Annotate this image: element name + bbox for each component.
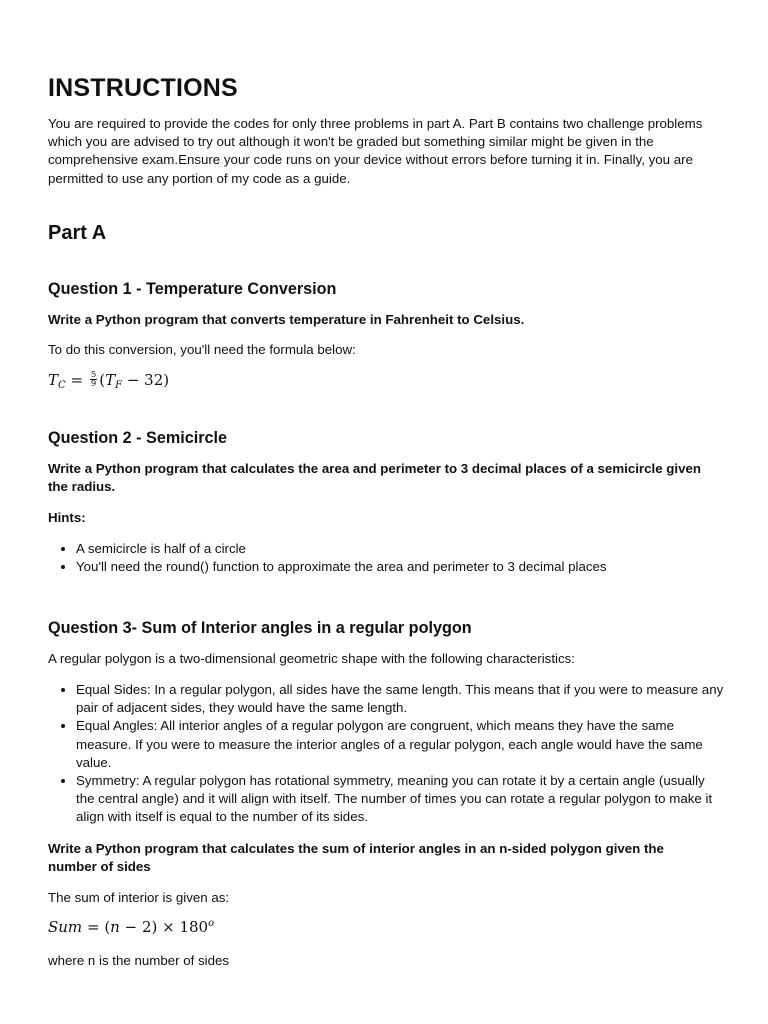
question-1-title: Question 1 - Temperature Conversion [48, 280, 337, 298]
question-1-task: Write a Python program that converts temperature in Fahrenheit to Celsius. [48, 312, 525, 327]
formula-sum: Sum [48, 918, 83, 936]
formula-equals: = [70, 371, 84, 389]
list-item: • Equal Angles: All interior angles of a regular polygon are congruent, which means they have the same measure. If you were to measure the interior angles of a regular polygon, each angle would have the same value. [76, 717, 726, 772]
hints-label: Hints: [48, 510, 86, 525]
formula-open-paren: ( [99, 371, 106, 389]
question-3-formula-intro: The sum of interior is given as: [48, 890, 230, 905]
question-3-note: where n is the number of sides [48, 953, 230, 968]
question-3-intro: A regular polygon is a two-dimensional geometric shape with the following characteristics: [48, 651, 575, 666]
question-2-task: Write a Python program that calculates the area and perimeter to 3 decimal places of a semicircle given the radius. [48, 461, 702, 495]
question-3-title: Question 3- Sum of Interior angles in a regular polygon [48, 619, 472, 637]
fraction-denominator: 9 [90, 378, 97, 389]
question-2-title: Question 2 - Semicircle [48, 429, 228, 447]
list-item: • Equal Sides: In a regular polygon, all sides have the same length. This means that if you were to measure any pair of adjacent sides, they would have the same length. [76, 681, 726, 717]
list-item: • A semicircle is half of a circle [76, 540, 726, 558]
formula-rhs-var: T [105, 371, 116, 389]
question-3-task: Write a Python program that calculates the sum of interior angles in an n-sided polygon given the number of sides [48, 841, 664, 875]
hints-list [48, 540, 726, 576]
characteristics-list [48, 681, 726, 827]
part-a-title: Part A [48, 222, 107, 244]
formula-fraction [90, 371, 97, 388]
formula-equals: = [86, 918, 100, 936]
formula-lhs: T [48, 371, 59, 389]
instructions-title: INSTRUCTIONS [48, 74, 238, 102]
interior-angles-formula [48, 918, 214, 936]
formula-lhs-sub: C [58, 380, 66, 391]
formula-rhs-sub: F [115, 380, 123, 391]
degree-symbol: o [208, 918, 215, 929]
instructions-body: You are required to provide the codes for only three problems in part A. Part B contains two challenge problems which you are advised to try out although it won't be graded but something similar might be given in the comprehensive exam.Ensure your code runs on your device without errors before turning it in. Finally, you are permitted to use any portion of my code as a guide. [48, 116, 703, 186]
formula-open-paren: ( [104, 918, 111, 936]
list-item: • Symmetry: A regular polygon has rotational symmetry, meaning you can rotate it by a certain angle (usually the central angle) and it will align with itself. The number of times you can rotate a regular polygon to make it align with itself is equal to the number of its sides. [76, 772, 726, 827]
fraction-numerator: 5 [90, 369, 97, 380]
formula-n: n [110, 918, 120, 936]
formula-rhs-rest: − 32) [126, 371, 170, 389]
question-1-intro: To do this conversion, you'll need the formula below: [48, 342, 356, 357]
temperature-formula [48, 371, 169, 391]
formula-rest: − 2) × 180 [124, 918, 209, 936]
list-item: • You'll need the round() function to approximate the area and perimeter to 3 decimal places [76, 558, 726, 576]
